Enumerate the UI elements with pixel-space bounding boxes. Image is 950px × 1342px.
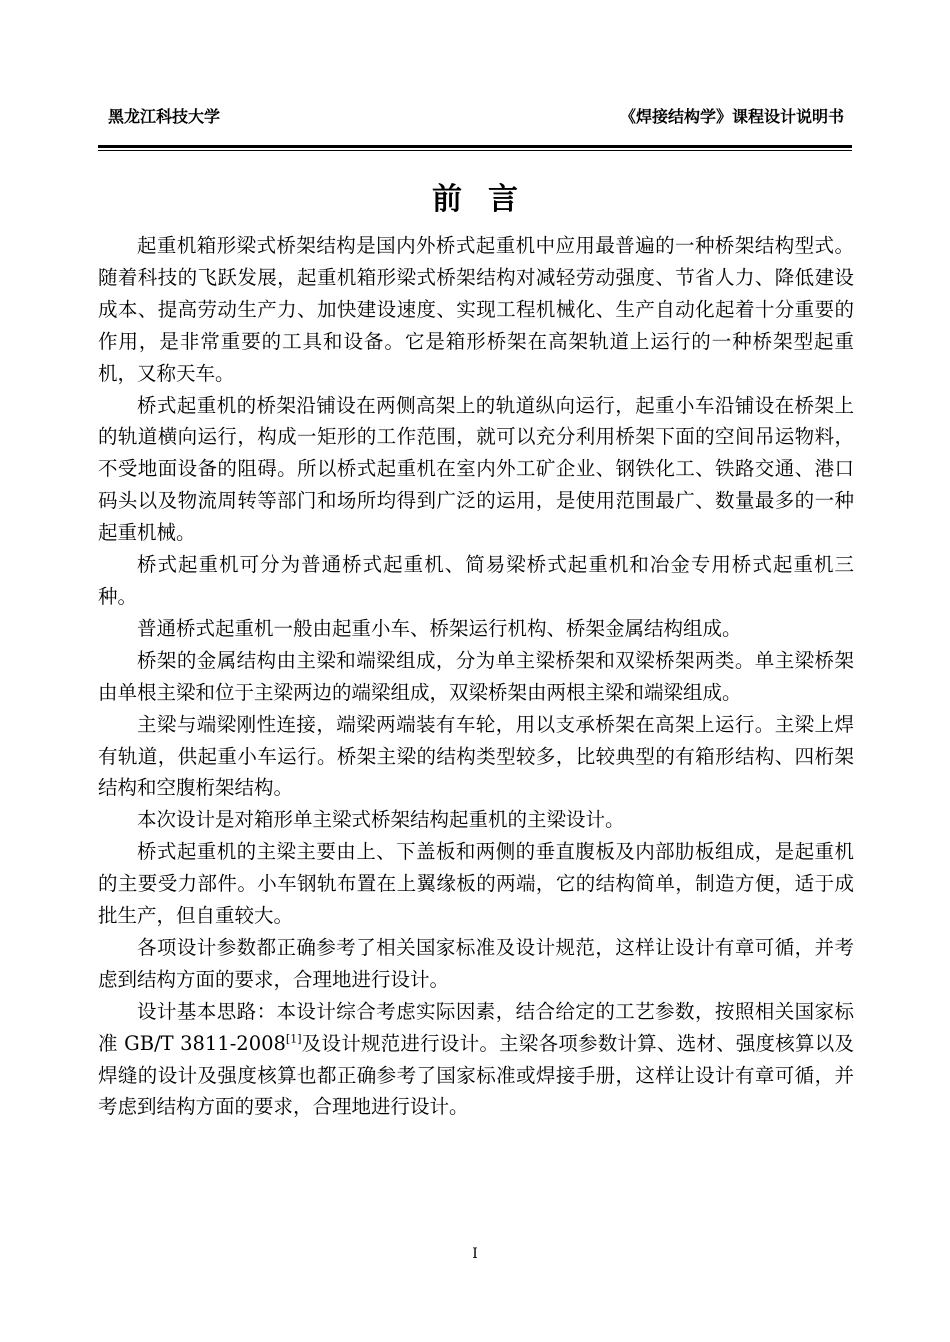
header-document-title: 《焊接结构学》课程设计说明书 [619,107,844,126]
paragraph: 本次设计是对箱形单主梁式桥架结构起重机的主梁设计。 [137,808,625,832]
paragraph: 各项设计参数都正确参考了相关国家标准及设计规范，这样让设计有章可循，并考虑到结构方面的要求，合理地进行设计。 [98,935,854,991]
header-rule-thin [98,150,852,151]
paragraph-text-part: 设计基本思路：本设计综合考虑实际因素，结合给定的工艺参数，按照相关国家标准 GB/T 3811-2008 [98,999,854,1055]
paragraph-text-part: 及设计规范进行设计。主梁各项参数计算、选材、强度核算以及焊缝的设计及强度核算也都正确参考了国家标准或焊接手册，这样让设计有章可循，并考虑到结构方面的要求，合理地进行设计。 [98,1031,854,1119]
paragraph-design-approach [98,996,854,1124]
header-rule-thick [98,145,852,148]
paragraph: 桥架的金属结构由主梁和端梁组成，分为单主梁桥架和双梁桥架两类。单主梁桥架由单根主梁和位于主梁两边的端梁组成，双梁桥架由两根主梁和端梁组成。 [98,648,854,704]
paragraph: 桥式起重机的桥架沿铺设在两侧高架上的轨道纵向运行，起重小车沿铺设在桥架上的轨道横向运行，构成一矩形的工作范围，就可以充分利用桥架下面的空间吊运物料，不受地面设备的阻碍。所以桥式起重机在室内外工矿企业、钢铁化工、铁路交通、港口码头以及物流周转等部门和场所均得到广泛的运用，是使用范围最广、数量最多的一种起重机械。 [98,393,854,545]
page-number: I [472,1246,478,1262]
citation-reference: [1] [285,1032,302,1046]
page-header [98,104,850,130]
paragraph: 桥式起重机可分为普通桥式起重机、简易梁桥式起重机和冶金专用桥式起重机三种。 [98,553,854,608]
paragraph: 桥式起重机的主梁主要由上、下盖板和两侧的垂直腹板及内部肋板组成，是起重机的主要受力部件。小车钢轨布置在上翼缘板的两端，它的结构简单，制造方便，适于成批生产，但自重较大。 [98,840,854,928]
paragraph: 主梁与端梁刚性连接，端梁两端装有车轮，用以支承桥架在高架上运行。主梁上焊有轨道，供起重小车运行。桥架主梁的结构类型较多，比较典型的有箱形结构、四桁架结构和空腹桁架结构。 [98,712,854,800]
header-university: 黑龙江科技大学 [108,107,221,126]
body-text [98,230,854,1123]
paragraph: 起重机箱形梁式桥架结构是国内外桥式起重机中应用最普遍的一种桥架结构型式。随着科技的飞跃发展，起重机箱形梁式桥架结构对减轻劳动强度、节省人力、降低建设成本、提高劳动生产力、加快建设速度、实现工程机械化、生产自动化起着十分重要的作用，是非常重要的工具和设备。它是箱形桥架在高架轨道上运行的一种桥架型起重机，又称天车。 [98,234,854,385]
page-title: 前言 [432,182,544,217]
paragraph: 普通桥式起重机一般由起重小车、桥架运行机构、桥架金属结构组成。 [137,616,742,640]
